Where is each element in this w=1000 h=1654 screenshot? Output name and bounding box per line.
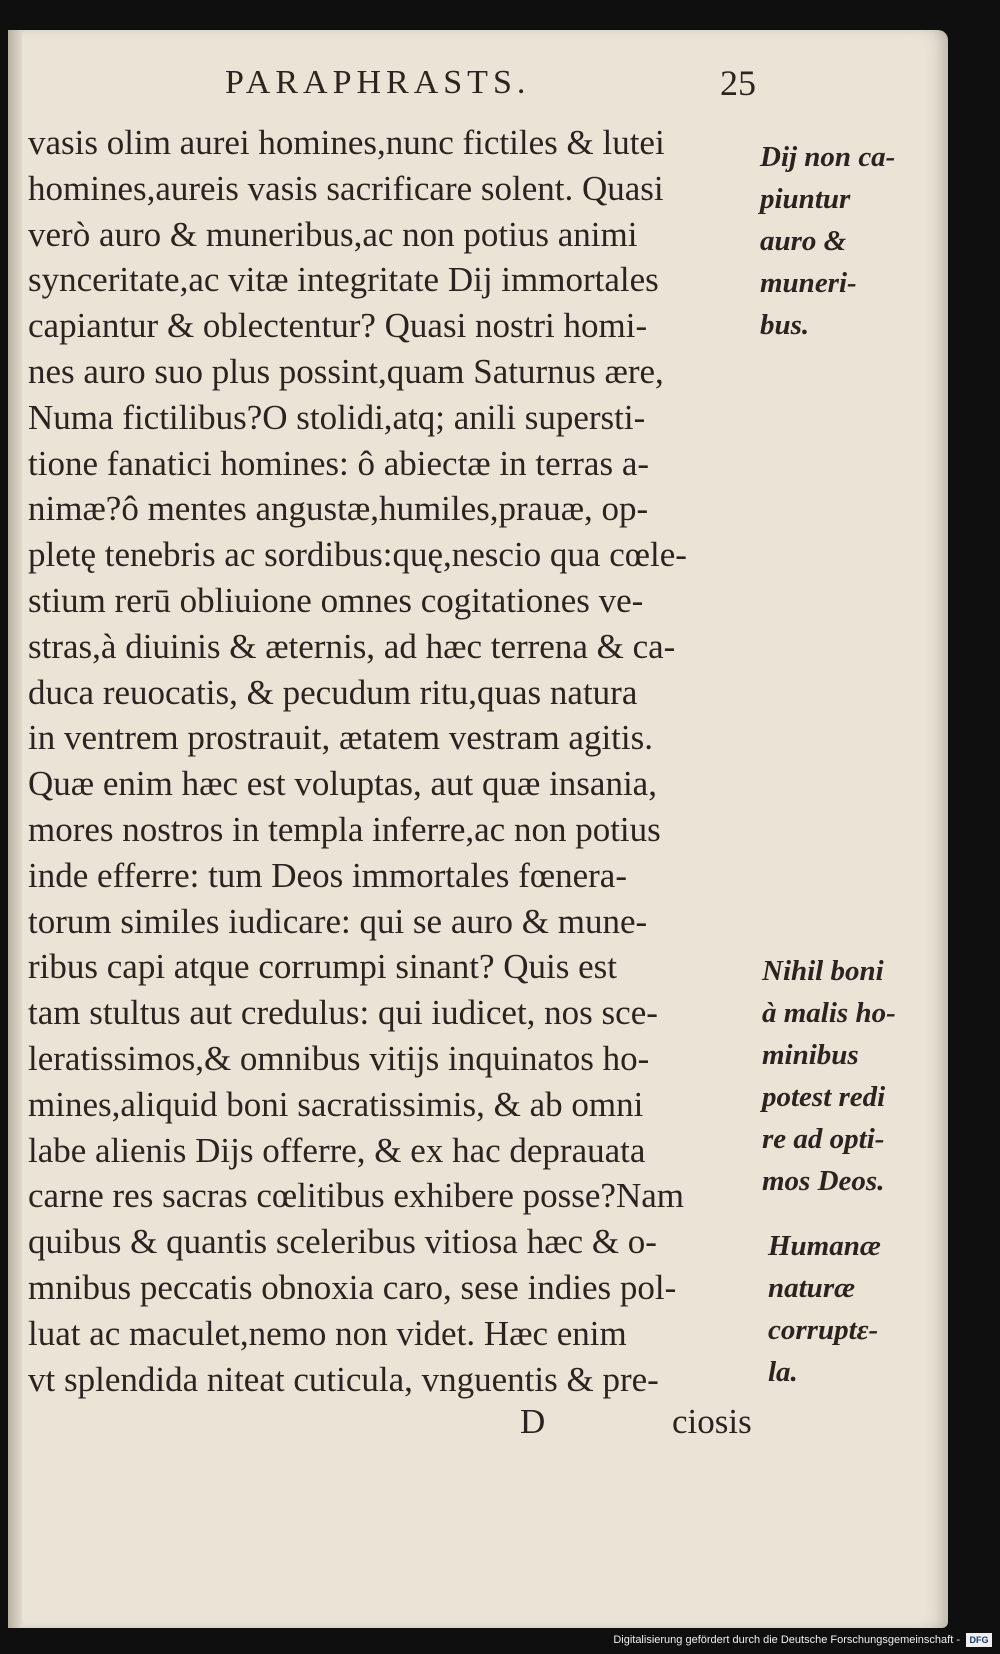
text-line: mnibus peccatis obnoxia caro, sese indies pol-: [28, 1267, 677, 1307]
margin-note-line: bus.: [760, 309, 810, 341]
text-line: capiantur & oblectentur? Quasi nostri homi-: [28, 306, 648, 346]
margin-note-line: Humanæ: [768, 1230, 881, 1262]
text-line: mines,aliquid boni sacratissimis, & ab omni: [28, 1084, 644, 1124]
text-line: synceritate,ac vitæ integritate Dij immortales: [28, 260, 659, 300]
text-line: vasis olim aurei homines,nunc fictiles & lutei: [28, 123, 665, 162]
text-line: luat ac maculet,nemo non videt. Hæc enim: [28, 1313, 627, 1353]
signature-mark: D: [520, 1402, 546, 1441]
margin-note-line: Dij non ca-: [760, 141, 896, 173]
margin-note-line: minibus: [762, 1039, 859, 1071]
running-head: PARAPHRASTS.: [225, 64, 531, 101]
margin-note-line: piuntur: [760, 183, 851, 215]
text-line: verò auro & muneribus,ac non potius animi: [28, 214, 638, 254]
text-line: duca reuocatis, & pecudum ritu,quas natura: [28, 672, 638, 712]
text-line: stras,à diuinis & æternis, ad hæc terrena & ca-: [28, 626, 676, 666]
dfg-logo: DFG: [966, 1633, 992, 1647]
margin-note-gods-not-bribed: [760, 136, 895, 346]
text-line: pletę tenebris ac sordibus:quę,nescio qua cœle-: [28, 535, 687, 575]
main-text-block: [28, 120, 768, 1402]
text-line: Quæ enim hæc est voluptas, aut quæ insania,: [28, 764, 657, 804]
text-line: Numa fictilibus?O stolidi,atq; anili supersti-: [28, 397, 646, 437]
margin-note-line: muneri-: [760, 267, 857, 299]
text-line: stium rerū obliuione omnes cogitationes ve-: [28, 580, 644, 620]
text-line: tione fanatici homines: ô abiectæ in terras a-: [28, 443, 650, 483]
margin-note-line: mos Deos.: [762, 1165, 885, 1197]
page-footer: [0, 1402, 1000, 1452]
text-line: vt splendida niteat cuticula, vnguentis & pre-: [28, 1359, 659, 1399]
text-line: tam stultus aut credulus: qui iudicet, nos sce-: [28, 993, 658, 1033]
margin-note-line: la.: [768, 1356, 798, 1388]
margin-note-line: auro &: [760, 225, 847, 257]
margin-note-line: re ad opti-: [762, 1123, 885, 1155]
margin-note-line: à malis ho-: [762, 997, 896, 1029]
text-line: inde efferre: tum Deos immortales fœnera-: [28, 855, 627, 895]
catchword: ciosis: [672, 1402, 752, 1441]
page-number: 25: [720, 63, 756, 103]
margin-note-nothing-good: [762, 950, 896, 1202]
text-line: in ventrem prostrauit, ætatem vestram agitis.: [28, 718, 653, 758]
text-line: quibus & quantis sceleribus vitiosa hæc & o-: [28, 1222, 657, 1262]
text-line: homines,aureis vasis sacrificare solent. Quasi: [28, 168, 664, 208]
text-line: nes auro suo plus possint,quam Saturnus ære,: [28, 351, 664, 391]
margin-note-line: potest redi: [762, 1081, 886, 1113]
text-line: mores nostros in templa inferre,ac non potius: [28, 809, 661, 849]
text-line: labe alienis Dijs offerre, & ex hac deprauata: [28, 1130, 646, 1170]
digitization-credit-bar: [0, 1628, 1000, 1654]
margin-note-line: naturæ: [768, 1272, 856, 1304]
margin-note-line: Nihil boni: [762, 955, 884, 987]
text-line: ribus capi atque corrumpi sinant? Quis est: [28, 947, 618, 987]
text-line: carne res sacras cœlitibus exhibere posse?Nam: [28, 1176, 684, 1216]
margin-note-human-nature: [768, 1225, 881, 1393]
margin-note-line: corruptε-: [768, 1314, 879, 1346]
page-header: [0, 58, 1000, 108]
text-line: torum similes iudicare: qui se auro & mune-: [28, 901, 648, 941]
page-gutter-edge: [8, 30, 22, 1628]
text-line: nimæ?ô mentes angustæ,humiles,prauæ, op-: [28, 489, 649, 529]
text-line: leratissimos,& omnibus vitijs inquinatos ho-: [28, 1038, 650, 1078]
credit-text: Digitalisierung gefördert durch die Deutsche Forschungsgemeinschaft -: [613, 1634, 960, 1646]
